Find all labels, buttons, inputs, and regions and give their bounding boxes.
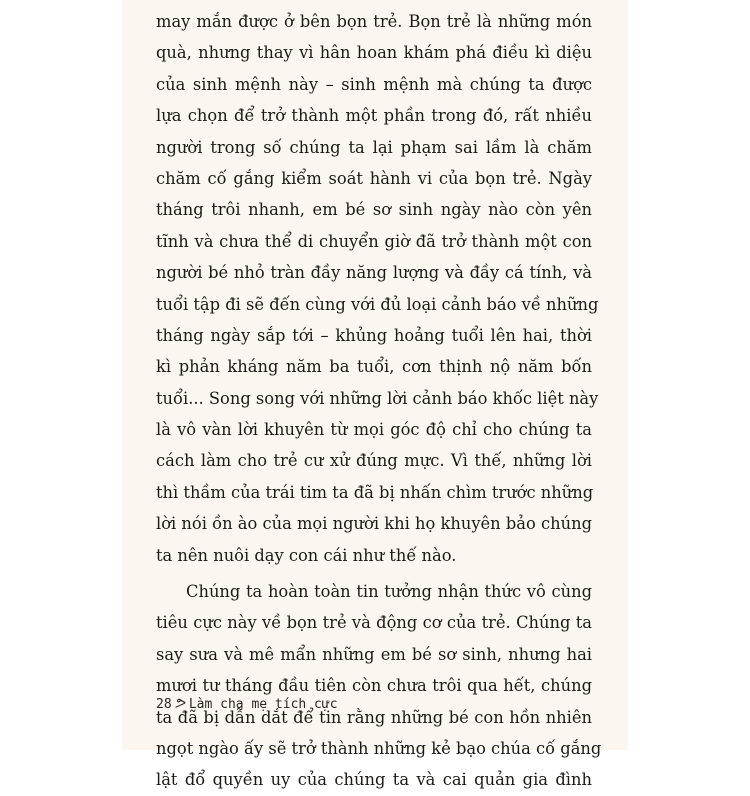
- text-line: quà, nhưng thay vì hân hoan khám phá điều kì diệu: [156, 43, 592, 63]
- text-line: ta đã bị dẫn dắt để tin rằng những bé con hồn nhiên: [156, 707, 592, 727]
- page-number: 28: [156, 697, 172, 712]
- running-title: Làm cha mẹ tích cực: [188, 697, 338, 712]
- text-line: may mắn được ở bên bọn trẻ. Bọn trẻ là những món: [156, 12, 592, 31]
- text-line: mươi tư tháng đầu tiên còn chưa trôi qua hết, chúng: [156, 676, 592, 696]
- text-line: ngọt ngào ấy sẽ trở thành những kẻ bạo chúa cố gắng: [156, 738, 602, 758]
- text-line: ta nên nuôi dạy con cái như thế nào.: [156, 545, 457, 565]
- text-line: cách làm cho trẻ cư xử đúng mực. Vì thế, những lời: [156, 451, 592, 471]
- text-line: tháng trôi nhanh, em bé sơ sinh ngày nào còn yên: [156, 200, 592, 220]
- text-line: tĩnh và chưa thể di chuyển giờ đã trở thành một con: [156, 231, 592, 251]
- text-line: tuổi... Song song với những lời cảnh báo khốc liệt này: [156, 388, 599, 408]
- text-line: lật đổ quyền uy của chúng ta và cai quản gia đình: [156, 770, 592, 790]
- text-line: người bé nhỏ tràn đầy năng lượng và đầy cá tính, và: [156, 263, 592, 283]
- text-line: thì thầm của trái tim ta đã bị nhấn chìm trước những: [156, 482, 594, 502]
- text-line: lựa chọn để trở thành một phần trong đó, rất nhiều: [156, 106, 592, 126]
- text-line: của sinh mệnh này – sinh mệnh mà chúng ta được: [156, 74, 592, 94]
- text-line: tiêu cực này về bọn trẻ và động cơ của trẻ. Chúng ta: [156, 613, 592, 633]
- text-line: tuổi tập đi sẽ đến cùng với đủ loại cảnh báo về những: [156, 294, 599, 314]
- text-line: là vô vàn lời khuyên từ mọi góc độ chỉ cho chúng ta: [156, 420, 592, 440]
- book-page: [122, 0, 628, 790]
- text-line: người trong số chúng ta lại phạm sai lầm là chăm: [156, 137, 592, 157]
- text-line: lời nói ồn ào của mọi người khi họ khuyên bảo chúng: [156, 514, 592, 534]
- text-line: chăm cố gắng kiểm soát hành vi của bọn trẻ. Ngày: [156, 168, 592, 188]
- body-text: [156, 6, 602, 796]
- text-line: Chúng ta hoàn toàn tin tưởng nhận thức vô cùng: [186, 582, 592, 602]
- page-footer: [156, 692, 338, 716]
- text-line: say sưa và mê mẩn những em bé sơ sinh, nhưng hai: [156, 644, 592, 664]
- text-line: tháng ngày sắp tới – khủng hoảng tuổi lên hai, thời: [156, 325, 592, 345]
- text-line: kì phản kháng năm ba tuổi, cơn thịnh nộ năm bốn: [156, 357, 592, 377]
- ornament-icon: ᕗ: [174, 696, 185, 712]
